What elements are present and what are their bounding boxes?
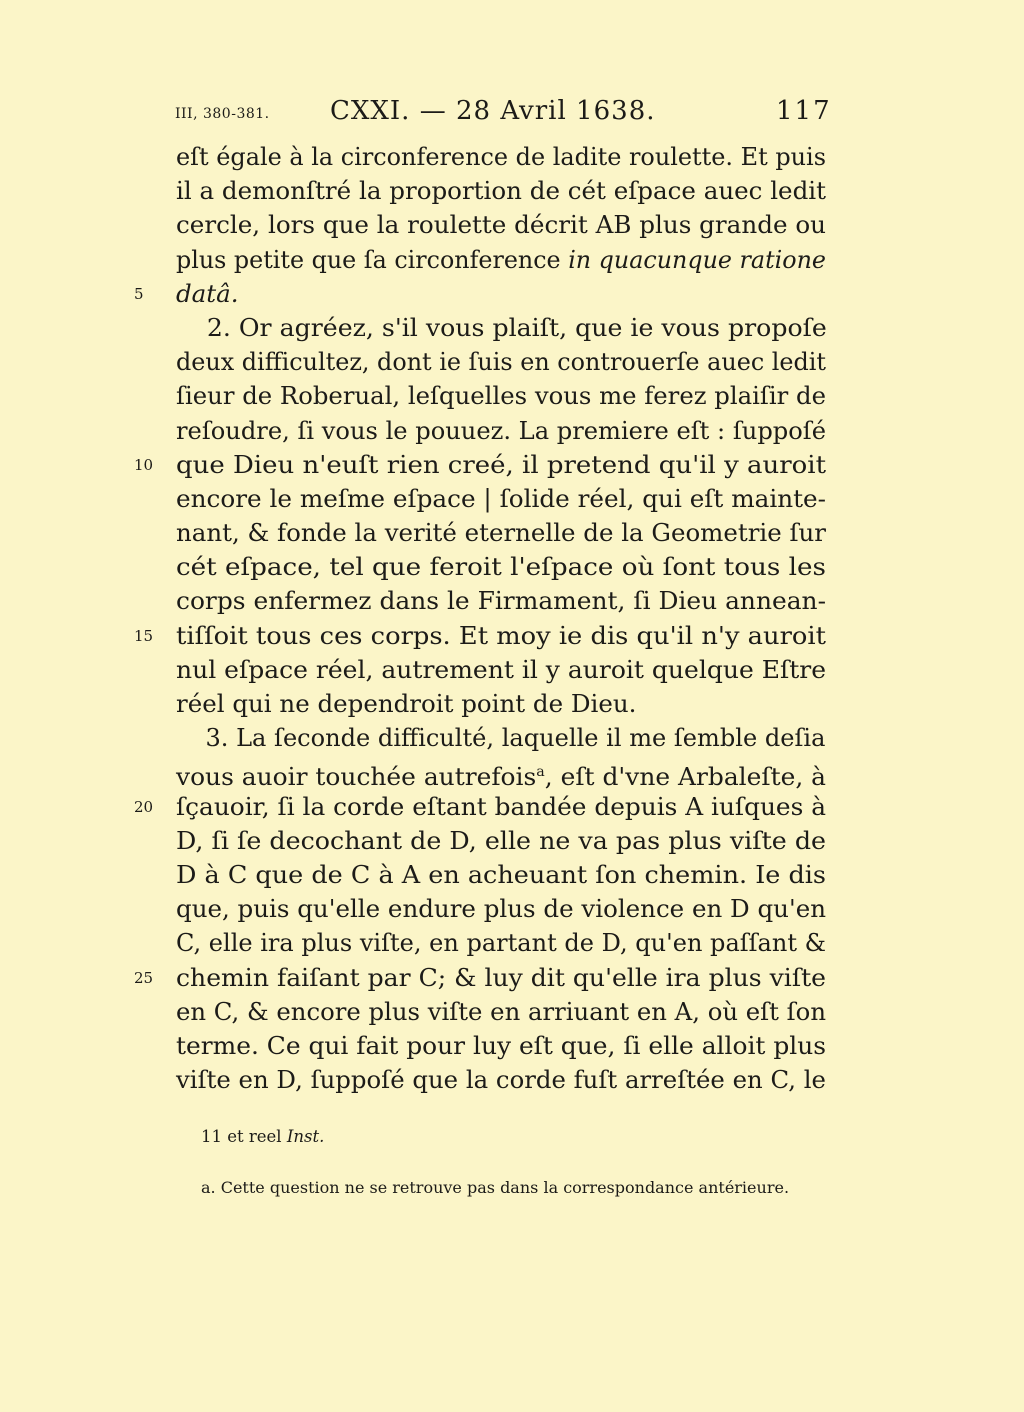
line-number: 20	[134, 797, 154, 816]
text-line	[176, 379, 831, 413]
text-line	[176, 858, 863, 892]
text-line	[176, 926, 827, 960]
text-line	[176, 721, 824, 755]
text-line	[176, 687, 836, 721]
line-text: deux difficultez, dont ie ſuis en controuerſe auec ledit	[176, 347, 827, 377]
text-line	[176, 140, 826, 174]
line-text: chemin faiſant par C; & luy dit qu'elle ira plus viſte	[176, 962, 827, 992]
text-line	[176, 482, 841, 516]
line-number: 5	[134, 284, 144, 303]
text-line	[176, 414, 826, 448]
line-text-continued: , eſt d'vne Arbaleſte, à	[544, 762, 827, 792]
text-line	[176, 448, 876, 482]
line-text: réel qui ne dependroit point de Dieu.	[176, 689, 637, 718]
line-text: il a demonſtré la proportion de cét eſpace auec ledit	[176, 176, 826, 206]
latin-phrase: in quacunque ratione	[568, 244, 827, 274]
line-text: 3. La ſeconde difficulté, laquelle il me ſemble deſia	[205, 723, 826, 753]
text-line	[176, 550, 881, 584]
text-line	[176, 277, 836, 311]
line-text: eſt égale à la circonference de ladite roulette. Et puis	[176, 142, 826, 171]
line-number: 15	[134, 626, 154, 645]
line-text: vous auoir touchée autrefois	[176, 762, 537, 792]
letter-body-text	[176, 140, 836, 1097]
text-line	[176, 824, 858, 858]
line-text: ſçauoir, ſi la corde eſtant bandée depuis A iuſques à	[176, 791, 826, 821]
line-text: tiſſoit tous ces corps. Et moy ie dis qu'il n'y auroit	[176, 620, 826, 650]
line-text: cercle, lors que la roulette décrit AB plus grande ou	[176, 210, 826, 240]
text-line	[176, 1063, 833, 1097]
line-text: plus petite que ſa circonference	[176, 244, 569, 274]
line-text: que, puis qu'elle endure plus de violence en D qu'en	[176, 894, 827, 924]
line-text: C, elle ira plus viſte, en partant de D, qu'en paſſant &	[176, 928, 827, 958]
text-line	[176, 345, 827, 379]
letter-heading: CXXI. — 28 Avril 1638.	[330, 96, 656, 126]
line-number: 10	[134, 455, 154, 474]
line-text: viſte en D, ſuppoſé que la corde fuſt arreſtée en C, le	[176, 1065, 826, 1095]
text-line	[176, 516, 835, 550]
line-number: 25	[134, 968, 154, 987]
line-text: 2. Or agréez, s'il vous plaiſt, que ie vous propoſe	[206, 312, 827, 342]
line-text: D, ſi ſe decochant de D, elle ne va pas plus viſte de	[176, 825, 827, 855]
text-line	[176, 584, 847, 618]
text-line	[176, 995, 831, 1029]
line-text: encore le meſme eſpace | ſolide réel, qui eſt mainte-	[176, 483, 827, 513]
line-text: corps enfermez dans le Firmament, ſi Dieu annean-	[176, 586, 827, 616]
text-line	[176, 790, 844, 824]
line-text: cét eſpace, tel que feroit l'eſpace où ſont tous les	[176, 552, 826, 582]
line-text: en C, & encore plus viſte en arriuant en A, où eſt ſon	[176, 996, 826, 1026]
footnote-marker: a	[536, 764, 545, 781]
text-line	[176, 755, 847, 792]
text-line	[176, 653, 850, 687]
text-line	[176, 174, 837, 208]
line-text: reſoudre, ſi vous le pouuez. La premiere eſt : ſuppoſé	[176, 415, 827, 445]
line-text: nul eſpace réel, autrement il y auroit quelque Eſtre	[176, 654, 827, 684]
latin-phrase: datâ.	[176, 278, 239, 308]
page-number: 117	[776, 96, 832, 126]
variant-footnote-source: Inst.	[286, 1127, 325, 1146]
running-header	[0, 96, 1024, 136]
variant-footnote-text: 11 et reel	[201, 1127, 287, 1146]
variant-footnote	[201, 1127, 324, 1146]
text-line	[176, 243, 827, 277]
text-line	[176, 311, 855, 345]
line-text: ſieur de Roberual, leſquelles vous me ferez plaiſir de	[176, 381, 827, 411]
line-text: nant, & fonde la verité eternelle de la Geometrie ſur	[176, 518, 827, 548]
text-line	[176, 892, 836, 926]
text-line	[176, 208, 839, 242]
volume-page-reference: III, 380-381.	[175, 106, 270, 122]
line-text: terme. Ce qui fait pour luy eſt que, ſi elle alloit plus	[176, 1030, 827, 1060]
editorial-footnote: a. Cette question ne se retrouve pas dans la correspondance antérieure.	[201, 1178, 790, 1197]
text-line	[176, 961, 851, 995]
line-text: D à C que de C à A en acheuant ſon chemin. Ie dis	[176, 859, 827, 889]
text-line	[176, 1029, 846, 1063]
line-text: que Dieu n'euſt rien creé, il pretend qu'il y auroit	[176, 449, 827, 479]
text-line	[176, 619, 869, 653]
